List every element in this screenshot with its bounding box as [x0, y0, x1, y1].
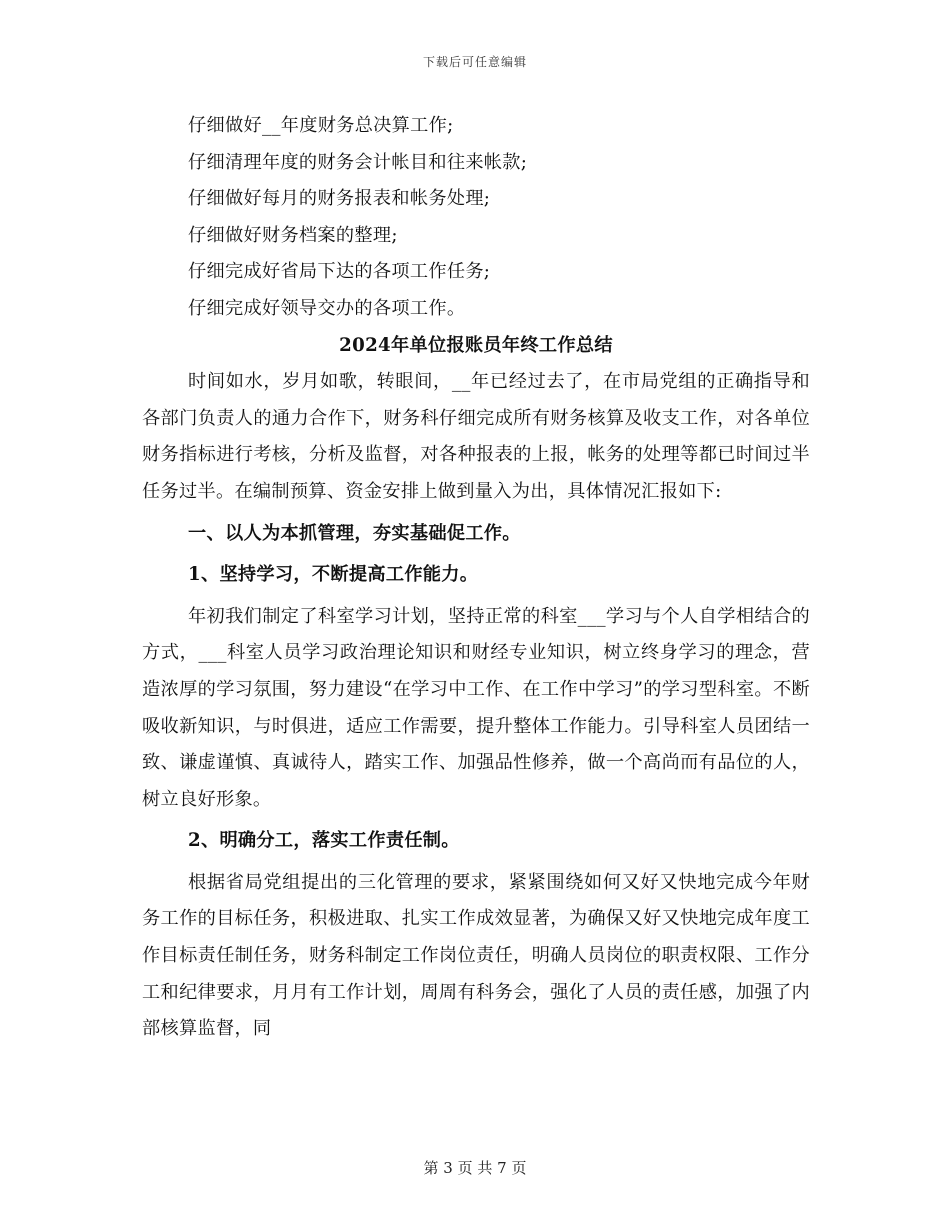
intro-paragraph: 时间如水，岁月如歌，转眼间，__年已经过去了，在市局党组的正确指导和各部门负责人的通力合作下，财务科仔细完成所有财务核算及收支工作，对各单位财务指标进行考核，分析及监督，对各种报表的上报，帐务的处理等都已时间过半任务过半。在编制预算、资金安排上做到量入为出，具体情况汇报如下: [142, 371, 810, 502]
list-item: 仔细做好__年度财务总决算工作; [188, 115, 454, 136]
section-heading: 一、以人为本抓管理，夯实基础促工作。 [188, 522, 521, 544]
document-body [142, 108, 810, 1048]
list-item: 仔细做好每月的财务报表和帐务处理; [188, 188, 491, 210]
page-number: 第 3 页 共 7 页 [423, 1159, 527, 1177]
list-item: 仔细做好财务档案的整理; [188, 224, 398, 246]
document-title: 2024年单位报账员年终工作总结 [339, 334, 613, 356]
list-item: 仔细清理年度的财务会计帐目和往来帐款; [188, 151, 528, 173]
subsection-heading: 2、明确分工，落实工作责任制。 [188, 830, 460, 852]
list-item: 仔细完成好领导交办的各项工作。 [188, 297, 466, 319]
body-paragraph: 根据省局党组提出的三化管理的要求，紧紧围绕如何又好又快地完成今年财务工作的目标任务，积极进取、扎实工作成效显著，为确保又好又快地完成年度工作目标责任制任务，财务科制定工作岗位责任，明确人员岗位的职责权限、工作分工和纪律要求，月月有工作计划，周周有科务会，强化了人员的责任感，加强了内部核算监督，同 [142, 871, 810, 1040]
list-item: 仔细完成好省局下达的各项工作任务; [188, 261, 491, 283]
body-paragraph: 年初我们制定了科室学习计划，坚持正常的科室___学习与个人自学相结合的方式，___科室人员学习政治理论知识和财经专业知识，树立终身学习的理念，营造浓厚的学习氛围，努力建设“在学习中工作、在工作中学习”的学习型科室。不断吸收新知识，与时俱进，适应工作需要，提升整体工作能力。引导科室人员团结一致、谦虚谨慎、真诚待人，踏实工作、加强品性修养，做一个高尚而有品位的人，树立良好形象。 [142, 605, 810, 810]
page-header: 下载后可任意编辑 [422, 55, 527, 69]
subsection-heading: 1、坚持学习，不断提高工作能力。 [188, 564, 479, 586]
